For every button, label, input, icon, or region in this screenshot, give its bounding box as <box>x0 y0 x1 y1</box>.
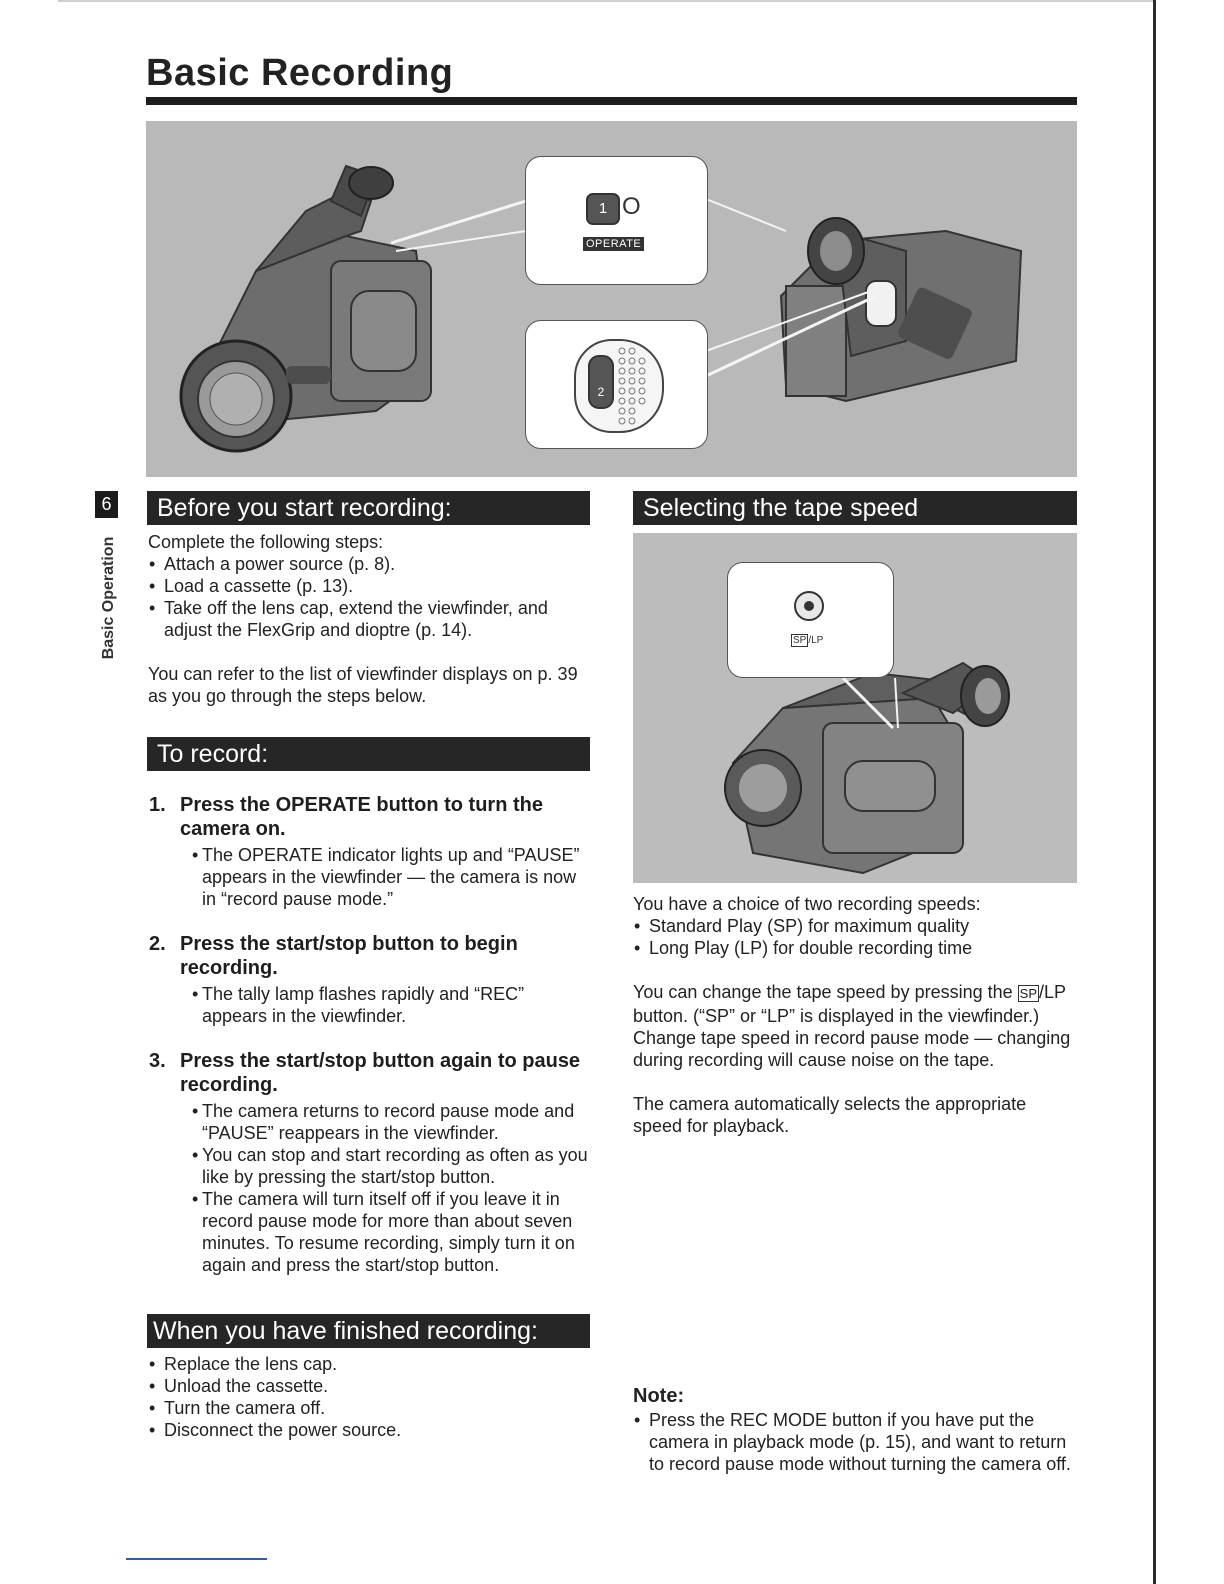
page-edge-rule <box>1153 0 1156 1584</box>
section-label-text: Basic Operation <box>100 536 117 660</box>
sp-lp-button-label <box>791 635 823 646</box>
step-title: Press the start/stop button again to pause recording. <box>180 1050 581 1096</box>
section-label <box>98 528 120 668</box>
switch-mark-2: 2 <box>597 385 605 399</box>
operate-switch <box>586 193 620 225</box>
speed-intro: You have a choice of two recording speeds: <box>633 894 981 914</box>
sp-lp-button[interactable] <box>794 591 824 621</box>
page-title: Basic Recording <box>146 52 454 94</box>
speed-para-1 <box>633 981 1073 1071</box>
button-dot-icon <box>804 601 814 611</box>
finished-list <box>148 1353 588 1441</box>
step-title: Press the OPERATE button to turn the camera on. <box>180 794 543 840</box>
step-bullet: • The camera will turn itself off if you leave it in record pause mode for more than about seven minutes. To resume recording, simply turn it on again and press the start/stop button. <box>192 1188 589 1276</box>
sp-box-label: SP <box>793 635 807 646</box>
step-bullet: • The tally lamp flashes rapidly and “REC” appears in the viewfinder. <box>192 983 589 1027</box>
note-section <box>633 1385 1073 1475</box>
before-steps-list <box>148 553 593 641</box>
finished-item: • Turn the camera off. <box>148 1397 588 1419</box>
step-number: 3. <box>149 1050 166 1072</box>
record-steps <box>149 793 589 1276</box>
before-step: • Take off the lens cap, extend the viewfinder, and adjust the FlexGrip and dioptre (p. 14). <box>148 597 593 641</box>
finished-section <box>148 1353 588 1441</box>
grip-dots-icon <box>614 343 654 427</box>
operate-callout <box>525 156 708 285</box>
before-step: • Load a cassette (p. 13). <box>148 575 593 597</box>
before-heading: Before you start recording: <box>147 491 590 525</box>
note-item: • Press the REC MODE button if you have put the camera in playback mode (p. 15), and want to return to record pause mode without turning the camera off. <box>633 1409 1073 1475</box>
before-intro: Complete the following steps: <box>148 532 384 552</box>
page-number-tab: 6 <box>95 491 118 518</box>
sp-inline-box: SP <box>1019 986 1037 1001</box>
record-step-2 <box>149 932 589 1027</box>
before-refer: You can refer to the list of viewfinder displays on p. 39 as you go through the steps below. <box>148 664 578 706</box>
start-stop-switch <box>588 355 614 409</box>
start-stop-callout <box>525 320 708 449</box>
note-title: Note: <box>633 1385 685 1407</box>
footer-rule <box>126 1558 267 1560</box>
step-bullets <box>192 983 589 1027</box>
step-bullet: • The OPERATE indicator lights up and “PAUSE” appears in the viewfinder — the camera is now in “record pause mode.” <box>192 844 589 910</box>
operate-label: OPERATE <box>583 237 644 251</box>
page-top-rule <box>58 0 1153 2</box>
before-section <box>148 531 593 707</box>
speed-option: • Long Play (LP) for double recording time <box>633 937 1073 959</box>
step-bullet: • The camera returns to record pause mode and “PAUSE” reappears in the viewfinder. <box>192 1100 589 1144</box>
speed-option: • Standard Play (SP) for maximum quality <box>633 915 1073 937</box>
speed-para-1-lead: You can change the tape speed by pressing the <box>633 982 1013 1002</box>
speed-heading: Selecting the tape speed <box>633 491 1077 525</box>
step-number: 1. <box>149 794 166 816</box>
record-step-3 <box>149 1049 589 1276</box>
record-step-1 <box>149 793 589 910</box>
speed-para-2: The camera automatically selects the appropriate speed for playback. <box>633 1094 1027 1136</box>
speed-section <box>633 893 1073 1137</box>
step-number: 2. <box>149 933 166 955</box>
before-step: • Attach a power source (p. 8). <box>148 553 593 575</box>
step-bullets <box>192 1100 589 1276</box>
speed-para-1-rest: /LP button. (“SP” or “LP” is displayed in the viewfinder.) Change tape speed in record pause mode — changing during recording will cause noise on the tape. <box>633 982 1071 1070</box>
finished-heading: When you have finished recording: <box>147 1314 590 1348</box>
speed-options-list <box>633 915 1073 959</box>
finished-item: • Disconnect the power source. <box>148 1419 588 1441</box>
note-list <box>633 1409 1073 1475</box>
finished-item: • Unload the cassette. <box>148 1375 588 1397</box>
finished-item: • Replace the lens cap. <box>148 1353 588 1375</box>
title-rule <box>146 97 1077 105</box>
sp-lp-callout <box>727 562 894 678</box>
switch-mark-1: 1 <box>598 200 608 217</box>
step-bullets <box>192 844 589 910</box>
step-title: Press the start/stop button to begin recording. <box>180 933 518 979</box>
step-bullet: • You can stop and start recording as often as you like by pressing the start/stop button. <box>192 1144 589 1188</box>
record-heading: To record: <box>147 737 590 771</box>
switch-mark-o: O <box>622 193 641 220</box>
lp-label: /LP <box>808 635 824 646</box>
